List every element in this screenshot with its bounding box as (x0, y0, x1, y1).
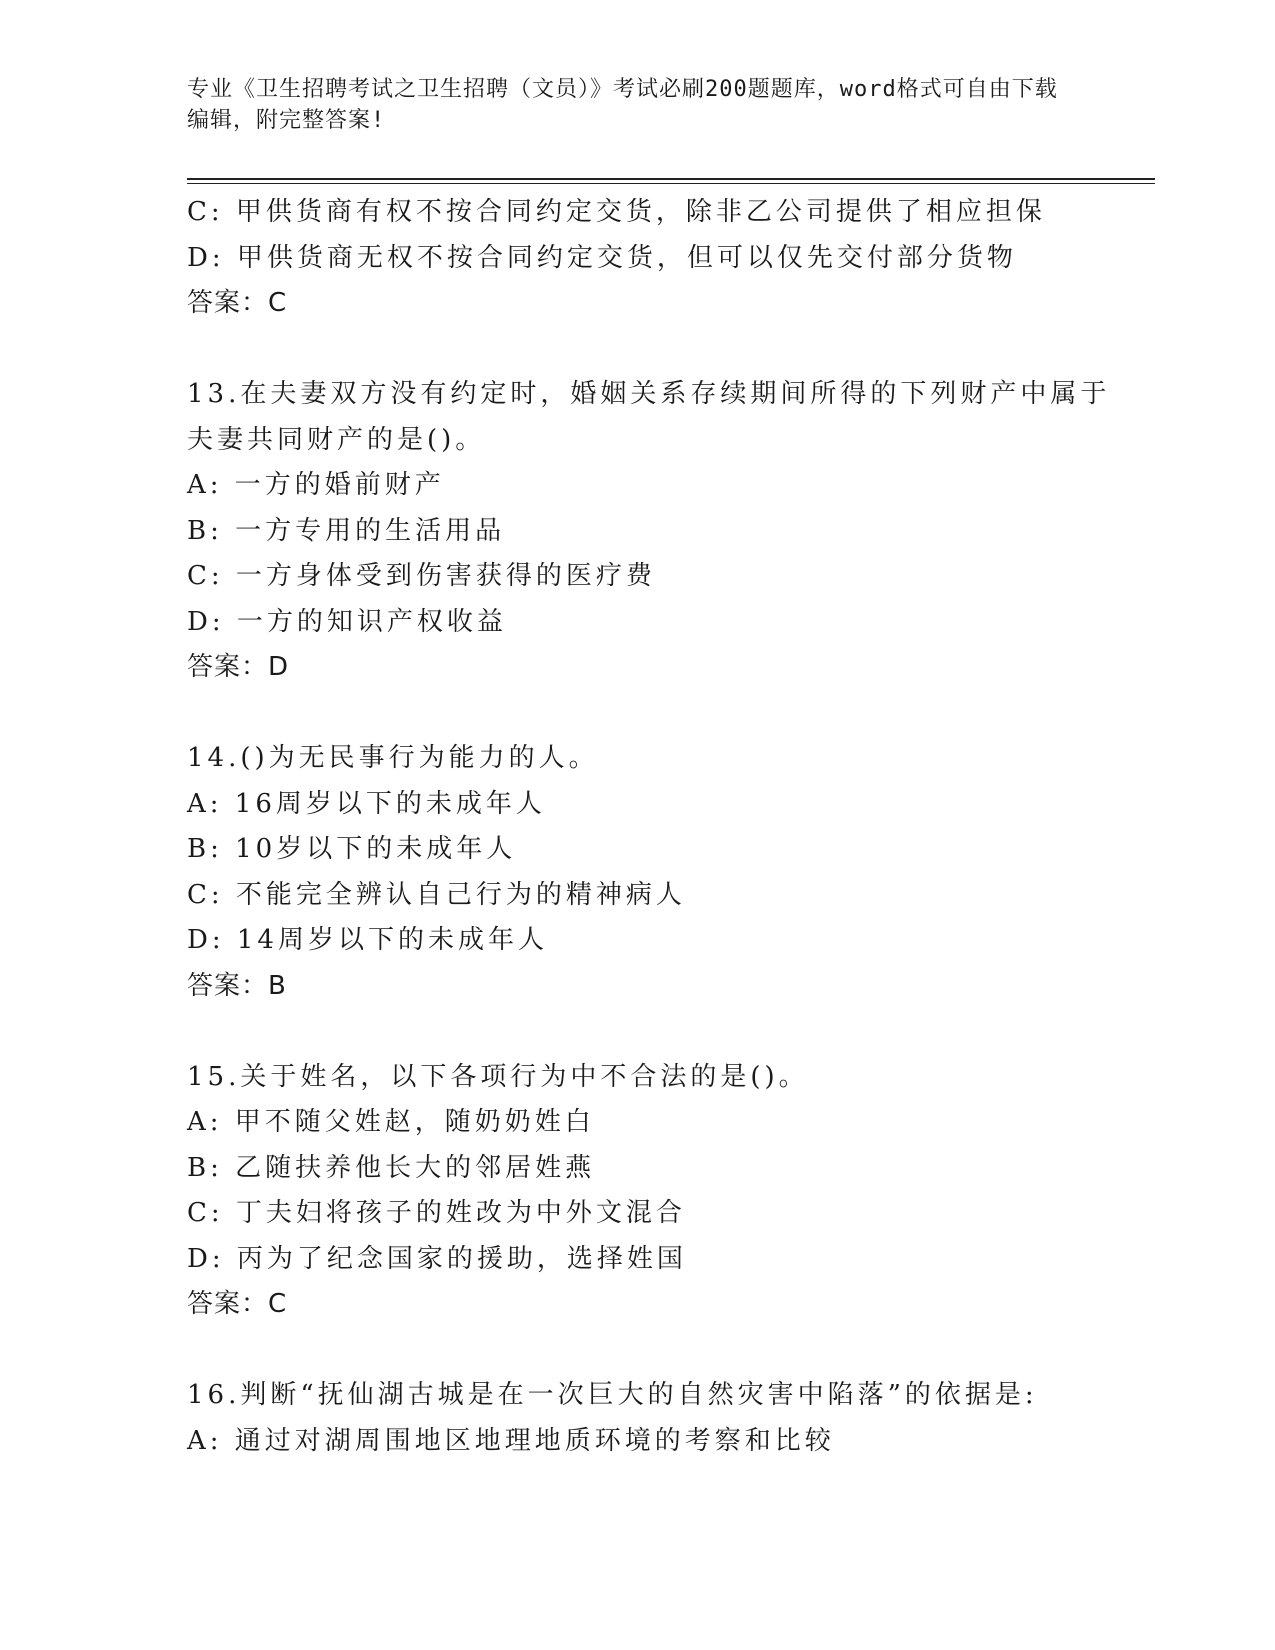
answer-line: 答案：C (187, 288, 288, 318)
question-stem: 16.判断“抚仙湖古城是在一次巨大的自然灾害中陷落”的依据是: (187, 1380, 1038, 1410)
option-c: C: 一方身体受到伤害获得的医疗费 (187, 561, 656, 591)
option-a: A: 一方的婚前财产 (187, 470, 445, 500)
header-divider-thin (187, 183, 1155, 184)
question-15 (187, 1055, 1147, 1328)
question-13 (187, 372, 1147, 691)
question-16 (187, 1373, 1147, 1464)
document-header (187, 74, 1067, 136)
question-14 (187, 736, 1147, 1009)
option-a: A: 通过对湖周围地区地理地质环境的考察和比较 (187, 1425, 835, 1456)
header-divider (187, 178, 1155, 180)
option-a: A: 甲不随父姓赵，随奶奶姓白 (187, 1107, 595, 1137)
option-d: D: 一方的知识产权收益 (187, 606, 507, 637)
option-a: A: 16周岁以下的未成年人 (187, 788, 546, 819)
question-stem: 13.在夫妻双方没有约定时，婚姻关系存续期间所得的下列财产中属于 (187, 379, 1111, 409)
option-b: B: 一方专用的生活用品 (187, 515, 506, 546)
option-c: C: 不能完全辨认自己行为的精神病人 (187, 879, 686, 910)
option-c: C: 丁夫妇将孩子的姓改为中外文混合 (187, 1198, 686, 1228)
question-stem: 14.()为无民事行为能力的人。 (187, 743, 599, 773)
option-d: D: 丙为了纪念国家的援助，选择姓国 (187, 1243, 687, 1274)
option-b: B: 乙随扶养他长大的邻居姓燕 (187, 1152, 596, 1183)
question-stem: 夫妻共同财产的是()。 (187, 424, 486, 455)
answer-line: 答案：D (187, 652, 290, 682)
option-c: C: 甲供货商有权不按合同约定交货，除非乙公司提供了相应担保 (187, 197, 1046, 227)
question-stem: 15.关于姓名，以下各项行为中不合法的是()。 (187, 1061, 809, 1092)
option-d: D: 甲供货商无权不按合同约定交货，但可以仅先交付部分货物 (187, 242, 1017, 273)
option-d: D: 14周岁以下的未成年人 (187, 925, 548, 955)
header-text: 专业《卫生招聘考试之卫生招聘（文员）》考试必刷200题题库，word格式可自由下载编辑，附完整答案! (187, 77, 1058, 133)
answer-line: 答案：B (187, 970, 287, 1001)
option-b: B: 10岁以下的未成年人 (187, 834, 517, 864)
answer-line: 答案：C (187, 1289, 288, 1319)
document-body (187, 190, 1147, 1464)
